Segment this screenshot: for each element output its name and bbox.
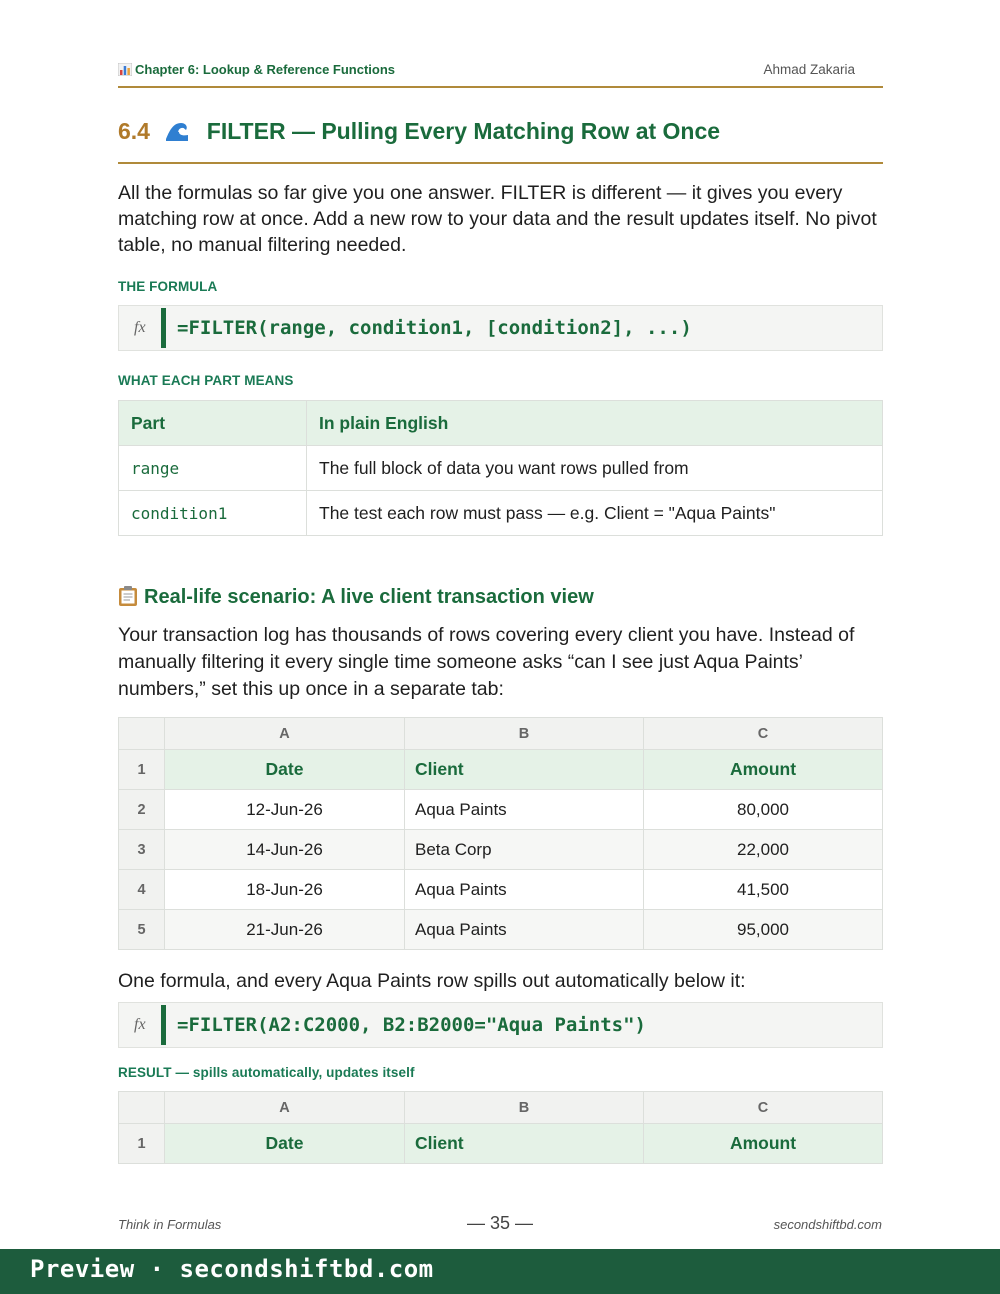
header-client: Client <box>405 750 644 790</box>
amount-cell: 41,500 <box>644 870 883 910</box>
row-number: 5 <box>119 910 165 950</box>
fx-label: fx <box>134 319 146 336</box>
client-cell: Aqua Paints <box>405 910 644 950</box>
column-letter: C <box>644 1092 883 1124</box>
table-row <box>119 790 883 830</box>
preview-banner-text: Preview · secondshiftbd.com <box>30 1255 434 1283</box>
parts-label: WHAT EACH PART MEANS <box>118 373 294 388</box>
fx-label: fx <box>134 1016 146 1033</box>
page-number: — 35 — <box>466 1213 534 1233</box>
sheet-header-row <box>119 1124 883 1164</box>
page-header <box>118 60 883 88</box>
column-letter: C <box>644 718 883 750</box>
formula-code: =FILTER(A2:C2000, B2:B2000="Aqua Paints") <box>177 1014 646 1036</box>
amount-cell: 80,000 <box>644 790 883 830</box>
date-cell: 18-Jun-26 <box>165 870 405 910</box>
column-letter: B <box>405 718 644 750</box>
section-title-text: FILTER — Pulling Every Matching Row at Once <box>206 118 721 144</box>
result-label: RESULT — spills automatically, updates itself <box>118 1065 415 1080</box>
footer-book-title: Think in Formulas <box>118 1217 222 1232</box>
header-amount: Amount <box>644 750 883 790</box>
column-letter: A <box>165 718 405 750</box>
row-number: 1 <box>119 1124 165 1164</box>
parts-header-meaning: In plain English <box>307 401 883 446</box>
chapter-heading <box>118 62 395 77</box>
scenario-title-text: Real-life scenario: A live client transaction view <box>144 586 594 608</box>
client-cell: Aqua Paints <box>405 870 644 910</box>
part-name: range <box>119 446 307 491</box>
intro-paragraph: All the formulas so far give you one answer. FILTER is different — it gives you every matching row at once. Add a new row to your data and the result updates itself. No pivot table, no manual filtering needed. <box>118 182 877 256</box>
date-cell: 12-Jun-26 <box>165 790 405 830</box>
part-name: condition1 <box>119 491 307 536</box>
part-meaning: The full block of data you want rows pulled from <box>307 446 883 491</box>
scenario-title <box>118 585 594 609</box>
formula-box-2 <box>118 1002 883 1048</box>
formula-accent-bar <box>161 308 166 348</box>
result-sheet <box>118 1091 883 1164</box>
section-number: 6.4 <box>118 118 150 144</box>
column-letter-row <box>119 1092 883 1124</box>
formula-code: =FILTER(range, condition1, [condition2], ...) <box>177 317 692 339</box>
parts-table <box>118 400 883 536</box>
table-row <box>119 830 883 870</box>
corner-cell <box>119 1092 165 1124</box>
parts-header-row <box>119 401 883 446</box>
header-amount: Amount <box>644 1124 883 1164</box>
client-cell: Aqua Paints <box>405 790 644 830</box>
clipboard-icon <box>118 585 138 607</box>
corner-cell <box>119 718 165 750</box>
part-meaning: The test each row must pass — e.g. Client = "Aqua Paints" <box>307 491 883 536</box>
sheet-header-row <box>119 750 883 790</box>
formula-accent-bar <box>161 1005 166 1045</box>
column-letter: B <box>405 1092 644 1124</box>
table-row <box>119 446 883 491</box>
row-number: 4 <box>119 870 165 910</box>
chapter-title: Chapter 6: Lookup & Reference Functions <box>135 62 396 77</box>
column-letter-row <box>119 718 883 750</box>
section-title <box>118 118 883 164</box>
column-letter: A <box>165 1092 405 1124</box>
header-date: Date <box>165 750 405 790</box>
amount-cell: 22,000 <box>644 830 883 870</box>
preview-banner <box>0 1249 1000 1294</box>
amount-cell: 95,000 <box>644 910 883 950</box>
parts-header-part: Part <box>119 401 307 446</box>
client-cell: Beta Corp <box>405 830 644 870</box>
scenario-paragraph: Your transaction log has thousands of rows covering every client you have. Instead of manually filtering it every single time someone asks “can I see just Aqua Paints’ numbers,” set this up once in a separate tab: <box>118 624 855 700</box>
row-number: 1 <box>119 750 165 790</box>
formula-label: THE FORMULA <box>118 279 218 294</box>
row-number: 2 <box>119 790 165 830</box>
author-name: Ahmad Zakaria <box>763 62 855 77</box>
row-number: 3 <box>119 830 165 870</box>
date-cell: 14-Jun-26 <box>165 830 405 870</box>
transaction-sheet <box>118 717 883 950</box>
table-row <box>119 491 883 536</box>
bar-chart-icon <box>118 63 132 76</box>
header-client: Client <box>405 1124 644 1164</box>
header-date: Date <box>165 1124 405 1164</box>
table-row <box>119 910 883 950</box>
formula-box <box>118 305 883 351</box>
spill-paragraph: One formula, and every Aqua Paints row spills out automatically below it: <box>118 970 746 992</box>
date-cell: 21-Jun-26 <box>165 910 405 950</box>
table-row <box>119 870 883 910</box>
footer-site: secondshiftbd.com <box>773 1217 882 1232</box>
wave-icon <box>164 119 190 143</box>
